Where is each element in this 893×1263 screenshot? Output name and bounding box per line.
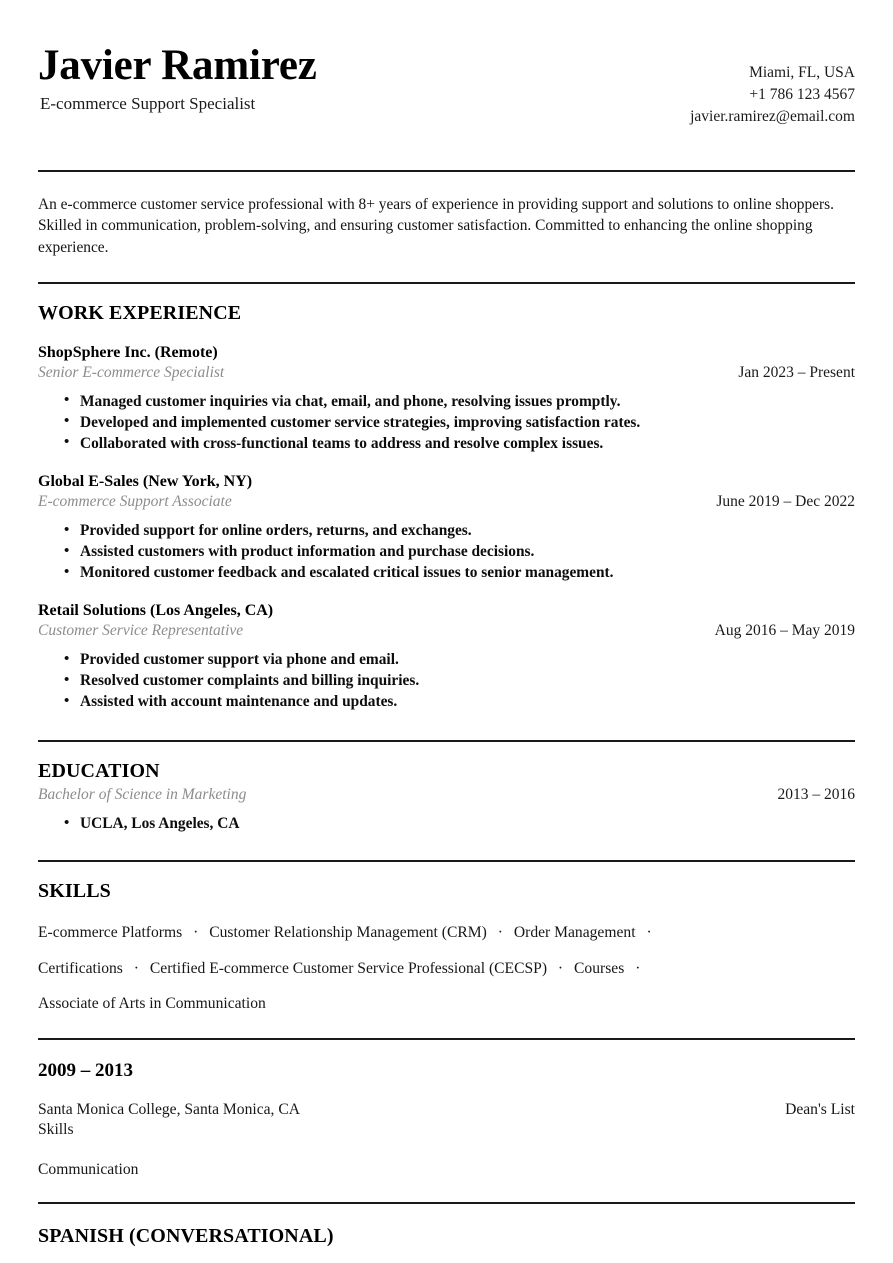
experience-entry — [38, 343, 855, 454]
education-degree: Bachelor of Science in Marketing — [38, 786, 247, 804]
experience-dates: Aug 2016 – May 2019 — [714, 622, 855, 640]
section-work-experience — [38, 302, 855, 713]
identity-block — [38, 44, 317, 114]
skills-line — [38, 923, 855, 942]
experience-role: E-commerce Support Associate — [38, 492, 232, 510]
additional-education-subheading: Skills — [38, 1121, 74, 1139]
experience-organization: Retail Solutions (Los Angeles, CA) — [38, 602, 274, 620]
contact-email[interactable]: javier.ramirez@email.com — [690, 108, 855, 125]
contact-block — [690, 44, 855, 128]
divider-below-header — [38, 170, 855, 172]
experience-organization: ShopSphere Inc. (Remote) — [38, 343, 218, 361]
skill-separator-icon: · — [635, 959, 641, 977]
skill-item: Associate of Arts in Communication — [38, 995, 266, 1013]
page-title: Javier Ramirez — [38, 42, 317, 89]
list-item: • Collaborated with cross-functional teams to address and resolve complex issues. — [64, 434, 855, 454]
skill-item: Courses — [574, 959, 625, 977]
divider-below-summary — [38, 282, 855, 284]
experience-dates: Jan 2023 – Present — [738, 363, 855, 381]
skill-separator-icon: · — [646, 924, 652, 942]
section-title-language: SPANISH (CONVERSATIONAL) — [38, 1225, 334, 1248]
list-item: • Monitored customer feedback and escalated critical issues to senior management. — [64, 563, 855, 583]
skill-separator-icon: · — [497, 924, 503, 942]
list-item: • Managed customer inquiries via chat, email, and phone, resolving issues promptly. — [64, 392, 855, 412]
experience-dates: June 2019 – Dec 2022 — [716, 492, 855, 510]
divider-below-education — [38, 860, 855, 862]
experience-bullets — [38, 650, 855, 712]
section-title-education: EDUCATION — [38, 760, 160, 783]
skill-item: Certifications — [38, 959, 123, 977]
section-skills — [38, 880, 855, 1013]
experience-bullets — [38, 392, 855, 454]
skills-line — [38, 994, 855, 1013]
contact-location: Miami, FL, USA — [749, 64, 855, 81]
education-degree-line — [38, 785, 855, 805]
list-item: • Provided support for online orders, returns, and exchanges. — [64, 521, 855, 541]
experience-role-line — [38, 492, 855, 512]
experience-role: Senior E-commerce Specialist — [38, 363, 225, 381]
list-item: • Provided customer support via phone and email. — [64, 650, 855, 670]
additional-education-line — [38, 1100, 855, 1121]
list-item: • UCLA, Los Angeles, CA — [64, 814, 855, 834]
experience-organization: Global E-Sales (New York, NY) — [38, 472, 253, 490]
additional-education-item: Communication — [38, 1160, 139, 1178]
skills-body — [38, 923, 855, 1013]
skill-item: Customer Relationship Management (CRM) — [209, 924, 487, 942]
experience-entry — [38, 601, 855, 712]
experience-bullets — [38, 521, 855, 583]
experience-role-line — [38, 363, 855, 383]
experience-entry — [38, 472, 855, 583]
skill-item: Order Management — [513, 924, 636, 942]
skill-separator-icon: · — [193, 924, 199, 942]
divider-below-experience — [38, 740, 855, 742]
skill-item: E-commerce Platforms — [38, 924, 183, 942]
experience-role: Customer Service Representative — [38, 622, 244, 640]
list-item: • Resolved customer complaints and billing inquiries. — [64, 671, 855, 691]
list-item: • Developed and implemented customer service strategies, improving satisfaction rates. — [64, 413, 855, 433]
contact-phone[interactable]: +1 786 123 4567 — [749, 86, 855, 103]
education-dates: 2013 – 2016 — [777, 786, 855, 804]
resume-header — [38, 0, 855, 128]
divider-below-skills — [38, 1038, 855, 1040]
divider-below-additional-education — [38, 1202, 855, 1204]
skills-line — [38, 959, 855, 978]
professional-headline: E-commerce Support Specialist — [40, 93, 256, 113]
section-title-work-experience: WORK EXPERIENCE — [38, 301, 242, 324]
education-bullets — [38, 814, 855, 834]
skill-separator-icon: · — [133, 959, 139, 977]
list-item: • Assisted with account maintenance and updates. — [64, 692, 855, 712]
additional-education-award: Dean's List — [785, 1100, 855, 1118]
professional-summary: An e-commerce customer service professional with 8+ years of experience in providing support and solutions to online shoppers. Skilled in communication, problem-solving, and ensuring customer satisfaction. Committed to enhancing the online shopping experience. — [38, 196, 834, 256]
additional-education-school: Santa Monica College, Santa Monica, CA — [38, 1100, 301, 1118]
skill-separator-icon: · — [557, 959, 564, 977]
section-language — [38, 1224, 855, 1248]
section-additional-education — [38, 1060, 855, 1180]
skill-item: Certified E-commerce Customer Service Professional (CECSP) — [149, 959, 548, 977]
section-title-skills: SKILLS — [38, 880, 111, 903]
additional-education-dates: 2009 – 2013 — [38, 1059, 133, 1081]
section-education — [38, 760, 855, 834]
experience-role-line — [38, 621, 855, 641]
list-item: • Assisted customers with product information and purchase decisions. — [64, 542, 855, 562]
